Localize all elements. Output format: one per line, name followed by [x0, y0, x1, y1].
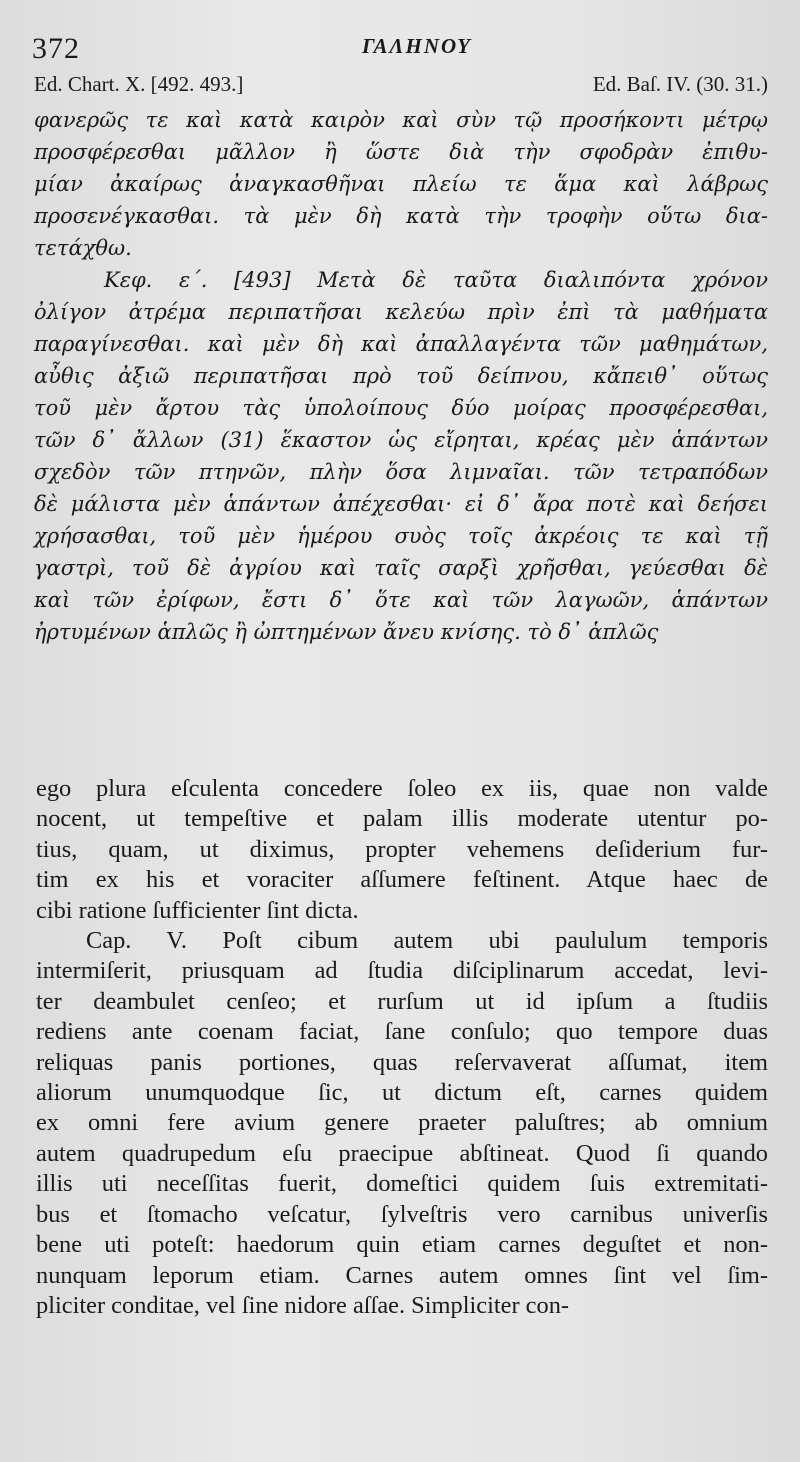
- greek-text-line: ἠρτυμένων ἁπλῶς ἢ ὠπτημένων ἄνευ κνίσης. τὸ δ᾽ ἁπλῶς: [34, 620, 659, 644]
- latin-translation-block: [36, 774, 768, 1321]
- latin-text-line: pliciter conditae, vel ſine nidore aſſae. Simpliciter con-: [36, 1291, 570, 1319]
- latin-text-line: nocent, ut tempeſtive et palam illis moderate utentur po-: [36, 805, 768, 833]
- greek-text-line: μίαν ἀκαίρως ἀναγκασθῆναι πλείω τε ἅμα καὶ λάβρως: [34, 172, 768, 196]
- latin-text-line: Cap. V. Poſt cibum autem ubi paululum temporis: [86, 927, 768, 955]
- greek-text-line: σχεδὸν τῶν πτηνῶν, πλὴν ὅσα λιμναῖαι. τῶν τετραπόδων: [34, 460, 768, 484]
- greek-text-line: ὀλίγον ἀτρέμα περιπατῆσαι κελεύω πρὶν ἐπὶ τὰ μαθήματα: [34, 300, 768, 324]
- greek-text-line: προσενέγκασθαι. τὰ μὲν δὴ κατὰ τὴν τροφὴν οὕτω δια-: [34, 204, 768, 228]
- greek-text-block: [34, 104, 768, 648]
- edition-reference-basel: Ed. Baſ. IV. (30. 31.): [592, 72, 768, 96]
- latin-text-line: illis uti neceſſitas fuerit, domeſtici quidem ſuis extremitati-: [36, 1170, 768, 1198]
- page-number: 372: [32, 32, 80, 65]
- latin-text-line: tim ex his et voraciter aſſumere feſtinent. Atque haec de: [36, 866, 768, 894]
- greek-text-line: τοῦ μὲν ἄρτου τὰς ὑπολοίπους δύο μοίρας προσφέρεσθαι,: [34, 396, 768, 420]
- latin-text-line: rediens ante coenam faciat, ſane conſulo; quo tempore duas: [36, 1018, 768, 1046]
- latin-text-line: reliquas panis portiones, quas reſervaverat aſſumat, item: [36, 1048, 768, 1076]
- greek-text-line: προσφέρεσθαι μᾶλλον ἢ ὥστε διὰ τὴν σφοδρὰν ἐπιθυ-: [34, 140, 768, 164]
- edition-reference-line: [34, 72, 768, 102]
- greek-text-line: τῶν δ᾽ ἄλλων (31) ἕκαστον ὡς εἴρηται, κρέας μὲν ἁπάντων: [34, 428, 768, 452]
- greek-text-line: χρήσασθαι, τοῦ μὲν ἡμέρου συὸς τοῖς ἀκρέοις τε καὶ τῇ: [34, 524, 768, 548]
- latin-text-line: nunquam leporum etiam. Carnes autem omnes ſint vel ſim-: [36, 1261, 768, 1289]
- running-title: ΓΑΛΗΝΟΥ: [362, 34, 472, 58]
- greek-text-line: γαστρὶ, τοῦ δὲ ἀγρίου καὶ ταῖς σαρξὶ χρῆσθαι, γεύεσθαι δὲ: [34, 556, 768, 580]
- greek-text-line: αὖθις ἀξιῶ περιπατῆσαι πρὸ τοῦ δείπνου, κἄπειθ᾽ οὕτως: [34, 364, 768, 388]
- latin-text-line: autem quadrupedum eſu praecipue abſtineat. Quod ſi quando: [36, 1139, 768, 1167]
- latin-text-line: ter deambulet cenſeo; et rurſum ut id ipſum a ſtudiis: [36, 987, 768, 1015]
- latin-text-line: ego plura eſculenta concedere ſoleo ex iis, quae non valde: [36, 775, 768, 802]
- latin-text-line: bus et ſtomacho veſcatur, ſylveſtris vero carnibus univerſis: [36, 1200, 768, 1228]
- latin-text-line: intermiſerit, priusquam ad ſtudia diſciplinarum accedat, levi-: [36, 957, 768, 985]
- latin-text-line: aliorum unumquodque ſic, ut dictum eſt, carnes quidem: [36, 1079, 768, 1107]
- latin-text-line: tius, quam, ut diximus, propter vehemens deſiderium fur-: [36, 835, 768, 863]
- greek-text-line: Κεφ. ε΄. [493] Μετὰ δὲ ταῦτα διαλιπόντα χρόνον: [104, 268, 768, 292]
- greek-text-line: τετάχθω.: [34, 236, 132, 260]
- edition-reference-chartier: Ed. Chart. X. [492. 493.]: [34, 72, 244, 96]
- page-header: [32, 28, 772, 68]
- greek-text-line: καὶ τῶν ἐρίφων, ἔστι δ᾽ ὅτε καὶ τῶν λαγωῶν, ἁπάντων: [34, 588, 768, 612]
- greek-text-line: παραγίνεσθαι. καὶ μὲν δὴ καὶ ἀπαλλαγέντα τῶν μαθημάτων,: [34, 332, 768, 356]
- latin-text-line: ex omni fere avium genere praeter paluſtres; ab omnium: [36, 1109, 768, 1137]
- greek-text-line: φανερῶς τε καὶ κατὰ καιρὸν καὶ σὺν τῷ προσήκοντι μέτρῳ: [34, 108, 768, 132]
- latin-text-line: bene uti poteſt: haedorum quin etiam carnes deguſtet et non-: [36, 1231, 768, 1259]
- greek-text-line: δὲ μάλιστα μὲν ἁπάντων ἀπέχεσθαι· εἰ δ᾽ ἄρα ποτὲ καὶ δεήσει: [34, 492, 768, 516]
- latin-text-line: cibi ratione ſufficienter ſint dicta.: [36, 896, 359, 924]
